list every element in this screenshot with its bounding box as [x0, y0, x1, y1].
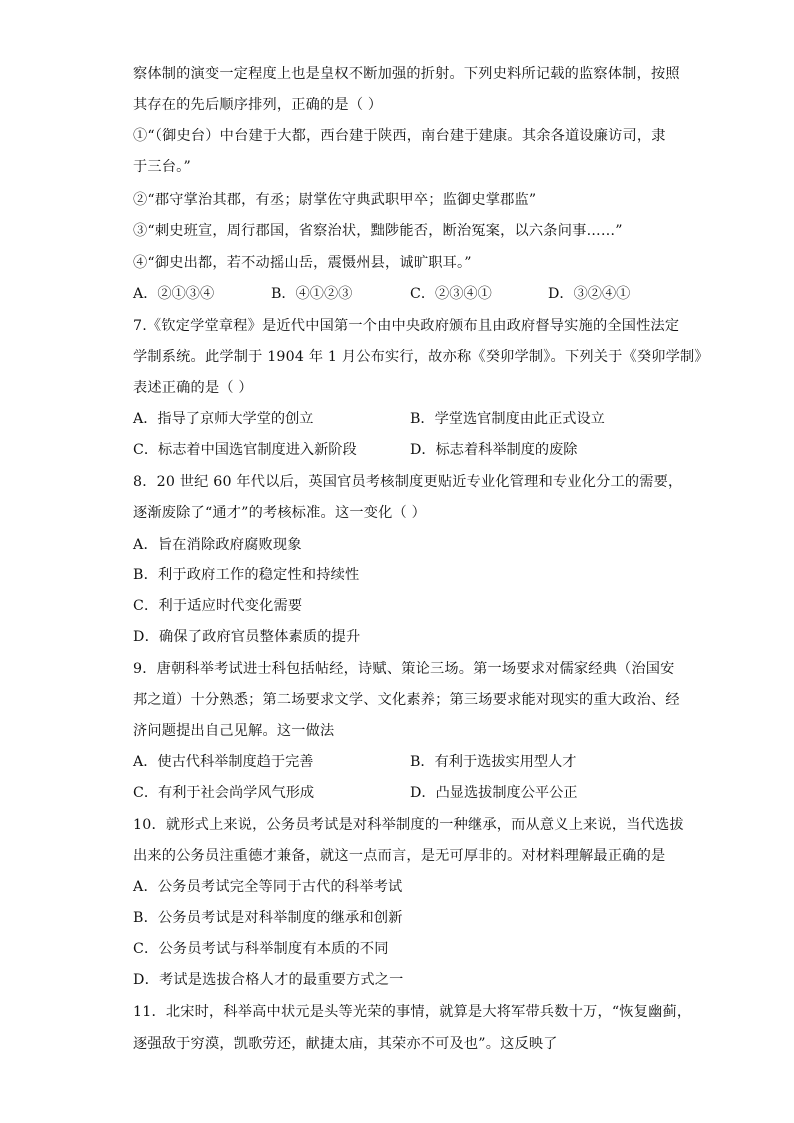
q11-stem-line-1: 11．北宋时，科举高中状元是头等光荣的事情，就算是大将军带兵数十万，“恢复幽蓟， — [133, 1004, 692, 1020]
q6-item-4: ④“御史出都，若不动摇山岳，震慑州县，诚旷职耳。” — [133, 255, 472, 271]
q6-stem-line-2: 其存在的先后顺序排列，正确的是（ ） — [133, 97, 383, 113]
q8-option-b: B．利于政府工作的稳定性和持续性 — [133, 567, 360, 583]
q10-stem-line-1: 10．就形式上来说，公务员考试是对科举制度的一种继承，而从意义上来说，当代选拔 — [133, 817, 684, 833]
q10-option-c: C．公务员考试与科举制度有本质的不同 — [133, 941, 389, 957]
q9-option-b: B．有利于选拔实用型人才 — [410, 754, 577, 770]
q6-stem-line-1: 察体制的演变一定程度上也是皇权不断加强的折射。下列史料所记载的监察体制，按照 — [133, 66, 680, 82]
q10-option-b: B．公务员考试是对科举制度的继承和创新 — [133, 910, 403, 926]
q7-stem-line-2: 学制系统。此学制于 1904 年 1 月公布实行，故亦称《癸卯学制》。下列关于《癸卯学制》 — [133, 349, 709, 365]
q10-stem-line-2: 出来的公务员注重德才兼备，就这一点而言，是无可厚非的。对材料理解最正确的是 — [133, 848, 666, 864]
q9-stem-line-2: 邦之道）十分熟悉；第二场要求文学、文化素养；第三场要求能对现实的重大政治、经 — [133, 692, 680, 708]
q9-stem-line-1: 9．唐朝科举考试进士科包括帖经，诗赋、策论三场。第一场要求对儒家经典（治国安 — [133, 661, 675, 677]
q6-item-2: ②“郡守掌治其郡，有丞；尉掌佐守典武职甲卒；监御史掌郡监” — [133, 192, 537, 208]
q7-option-a: A．指导了京师大学堂的创立 — [133, 411, 314, 427]
q7-stem-line-3: 表述正确的是（ ） — [133, 380, 253, 396]
q8-stem-line-2: 逐渐废除了“通才”的考核标准。这一变化（ ） — [133, 505, 426, 521]
q8-option-a: A．旨在消除政府腐败现象 — [133, 537, 302, 553]
q6-option-d: D．③②④① — [548, 286, 631, 302]
q9-option-c: C．有利于社会尚学风气形成 — [133, 785, 315, 801]
q7-option-c: C．标志着中国选官制度进入新阶段 — [133, 442, 357, 458]
q8-option-c: C．利于适应时代变化需要 — [133, 598, 303, 614]
q6-item-1: ①“（御史台）中台建于大都，西台建于陕西，南台建于建康。其余各道设廉访司，隶 — [133, 128, 666, 144]
q10-option-a: A．公务员考试完全等同于古代的科举考试 — [133, 879, 403, 895]
q9-option-a: A．使古代科举制度趋于完善 — [133, 754, 314, 770]
q7-option-d: D．标志着科举制度的废除 — [410, 442, 578, 458]
q8-option-d: D．确保了政府官员整体素质的提升 — [133, 629, 361, 645]
q6-item-1-cont: 于三台。” — [133, 159, 191, 175]
q8-stem-line-1: 8．20 世纪 60 年代以后，英国官员考核制度更贴近专业化管理和专业化分工的需要， — [133, 474, 683, 490]
q7-option-b: B．学堂选官制度由此正式设立 — [410, 411, 605, 427]
q6-item-3: ③“刺史班宣，周行郡国，省察治状，黜陟能否，断治冤案，以六条问事……” — [133, 223, 623, 239]
q6-option-a: A．②①③④ — [133, 286, 215, 302]
q9-option-d: D．凸显选拔制度公平公正 — [410, 785, 578, 801]
q10-option-d: D．考试是选拔合格人才的最重要方式之一 — [133, 972, 404, 988]
q9-stem-line-3: 济问题提出自己见解。这一做法 — [133, 723, 335, 739]
q11-stem-line-2: 逐强敌于穷漠，凯歌劳还，献捷太庙，其荣亦不可及也”。这反映了 — [133, 1036, 558, 1052]
q6-option-b: B．④①②③ — [271, 286, 353, 302]
q6-option-c: C．②③④① — [410, 286, 492, 302]
q7-stem-line-1: 7.《钦定学堂章程》是近代中国第一个由中央政府颁布且由政府督导实施的全国性法定 — [133, 318, 680, 334]
